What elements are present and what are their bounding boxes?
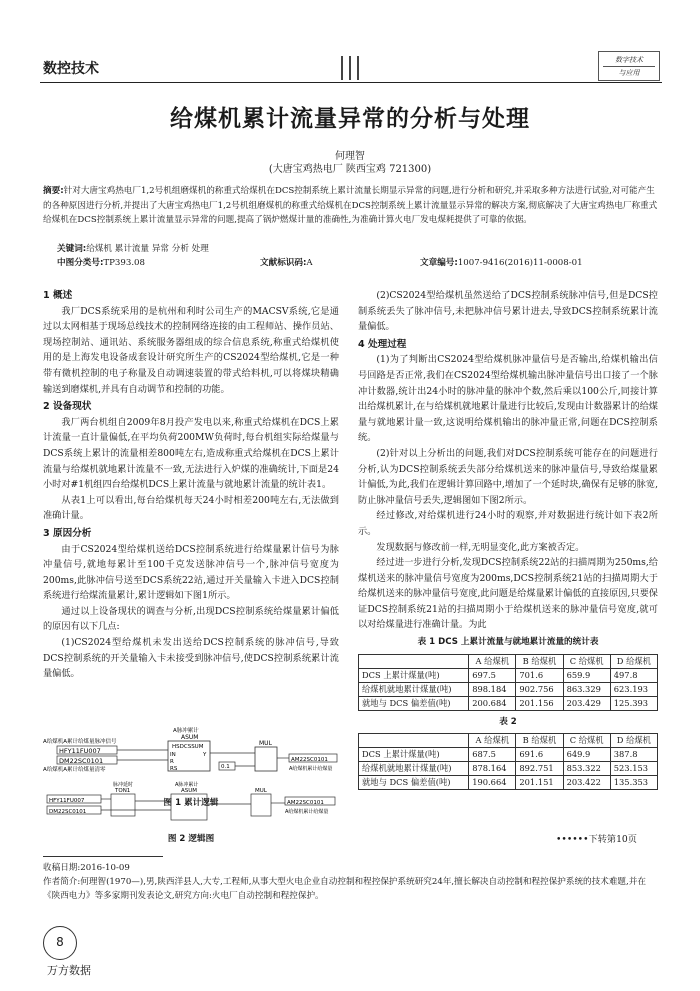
fig1-const: 0.1 [221, 764, 230, 770]
table-2-cell: 给煤机就地累计煤量(吨) [359, 762, 469, 776]
abstract-label: 摘要: [43, 186, 64, 196]
table-2 [358, 733, 658, 790]
abstract-text: 针对大唐宝鸡热电厂1,2号机组磨煤机的称重式给煤机在DCS控制系统上累计流量长期显示异常的问题,进行分析和研究,并采取多种方法进行试验,对可能产生的各种原因进行分析,并提出了大唐宝鸡热电厂1,2号机组磨煤机的称重式给煤机在DCS控制系统上累计流量显示异常的解决方案,彻底解决了大唐宝鸡热电厂称重式给煤机在DCS控制系统上累计流量显示异常的问题,提高了锅炉燃煤计量的准确性,为准确计算火电厂发电煤耗提供了可靠的依据。 [43, 186, 658, 225]
table-1-cell: 697.5 [469, 668, 516, 682]
fig1-in1-label: A给煤机A累计给煤量脉冲信号 [43, 739, 117, 745]
keywords [57, 242, 209, 254]
table-1-header-cell: A 给煤机 [469, 654, 516, 668]
artno-label: 文章编号: [420, 258, 458, 268]
table-2-cell: 649.9 [563, 748, 610, 762]
table-1-cell: 200.684 [469, 696, 516, 710]
table-2-cell: DCS 上累计煤量(吨) [359, 748, 469, 762]
header-bar [349, 56, 351, 80]
paragraph: (1)CS2024型给煤机未发出送给DCS控制系统的脉冲信号,导致DCS控制系统的开关量输入卡未接受到脉冲信号,使DCS控制系统累计流量偏低。 [43, 637, 339, 680]
table-1-cell: 497.8 [610, 668, 657, 682]
table-1-cell: 125.393 [610, 696, 657, 710]
fig2-in2-tag: DM22SC0101 [49, 809, 87, 815]
section-heading: 1 概述 [43, 290, 73, 301]
paragraph: 经过修改,对给煤机进行24小时的观察,并对数据进行统计如下表2所示。 [358, 510, 658, 537]
keywords-text: 给煤机 累计流量 异常 分析 处理 [86, 244, 209, 254]
table-1-cell: 623.193 [610, 682, 657, 696]
table-2-cell: 135.353 [610, 776, 657, 790]
table-2-caption: 表 2 [499, 716, 517, 727]
left-column [43, 288, 339, 682]
table-1 [358, 654, 658, 711]
article-number [420, 256, 583, 268]
clc-label: 中图分类号: [57, 258, 104, 268]
table-2-cell: 203.422 [563, 776, 610, 790]
table-1-cell: 701.6 [516, 668, 563, 682]
fig2-block-name: ASUM [181, 788, 198, 794]
right-column [358, 288, 658, 790]
fig1-mul-block [255, 747, 277, 771]
section-heading: 2 设备现状 [43, 401, 92, 413]
fig1-mul-name: MUL [259, 740, 272, 747]
table-2-header-cell [359, 734, 469, 748]
doccode-value: A [306, 258, 313, 268]
fig1-block-id: HSDCSSUM [172, 744, 204, 750]
fig2-mul-block [251, 794, 271, 816]
fig1-block-top: A脉冲累计 [173, 728, 199, 734]
fig1-pin-out: Y [203, 752, 207, 758]
table-1-cell: 给煤机就地累计煤量(吨) [359, 682, 469, 696]
fig1-out-label: A给煤机累计给煤量 [289, 766, 333, 772]
fig1-out-tag: AM22SC0101 [291, 757, 328, 763]
table-1-row [359, 682, 658, 696]
table-2-cell: 201.151 [516, 776, 563, 790]
table-1-cell: 898.184 [469, 682, 516, 696]
fig1-pin-in: IN [170, 752, 176, 758]
table-1-header-cell: D 给煤机 [610, 654, 657, 668]
table-2-cell: 878.164 [469, 762, 516, 776]
article-title: 给煤机累计流量异常的分析与处理 [170, 105, 530, 132]
table-1-cell: 就地与 DCS 偏差值(吨) [359, 696, 469, 710]
table-1-cell: 863.329 [563, 682, 610, 696]
section-heading: 4 处理过程 [358, 338, 407, 350]
fig1-in2-label: A给煤机A累计给煤量清零 [43, 767, 106, 773]
page-number: 8 [56, 935, 64, 949]
received-date: 收稿日期:2016-10-09 [43, 863, 130, 873]
artno-value: 1007-9416(2016)11-0008-01 [457, 258, 583, 268]
table-1-row [359, 696, 658, 710]
clc-value: TP393.08 [103, 258, 145, 268]
fig2-out-label: A给煤机累计给煤量 [285, 809, 329, 815]
fig1-pin-rs: RS [170, 766, 178, 772]
table-2-row [359, 776, 658, 790]
source-watermark: 万方数据 [47, 964, 91, 977]
table-1-row [359, 668, 658, 682]
table-1-header-cell: C 给煤机 [563, 654, 610, 668]
table-1-cell: 201.156 [516, 696, 563, 710]
footnote-rule [43, 856, 163, 857]
section-heading: 3 原因分析 [43, 527, 92, 539]
table-2-row [359, 748, 658, 762]
figure-1-caption: 图 1 累计逻辑 [163, 798, 219, 808]
table-2-header-cell: D 给煤机 [610, 734, 657, 748]
table-2-cell: 523.153 [610, 762, 657, 776]
table-1-cell: DCS 上累计煤量(吨) [359, 668, 469, 682]
page-number-badge [43, 926, 77, 960]
journal-logo [598, 51, 660, 81]
paragraph: 从表1上可以看出,每台给煤机每天24小时相差200吨左右,无法做到准确计量。 [43, 494, 339, 522]
paragraph: 我厂两台机组自2009年8月投产发电以来,称重式给煤机在DCS上累计流量一直计量偏低,在平均负荷200MW负荷时,每台机组实际给煤量与DCS系统上累计的流量相差800吨左右,造成称重式给煤机在DCS上累计流量与给煤机就地累计流量不一致,无法进行入炉煤的准确统计,下面是24小时对#1机组四台给煤机DCS上累计流量与就地累计流量的统计表1。 [43, 416, 339, 491]
clc-number [57, 256, 145, 268]
table-2-cell: 就地与 DCS 偏差值(吨) [359, 776, 469, 790]
fig2-block-top: A脉冲累计 [175, 782, 199, 788]
section-header: 数控技术 [43, 61, 99, 77]
table-2-header-cell: C 给煤机 [563, 734, 610, 748]
paragraph: 通过以上设备现状的调查与分析,出现DCS控制系统给煤量累计偏低的原因有以下几点: [43, 605, 339, 633]
author: 何理智 [335, 151, 365, 162]
table-1-caption: 表 1 DCS 上累计流量与就地累计流量的统计表 [417, 637, 599, 648]
logo-line-2: 与应用 [618, 69, 640, 77]
fig2-out-tag: AM22SC0101 [287, 800, 324, 806]
paragraph: (1)为了判断出CS2024型给煤机脉冲量信号是否输出,给煤机输出信号回路是否正常,我们在CS2024型给煤机输出脉冲量信号出口接了一个脉冲计数器,统计出24小时的脉冲量的脉冲个数,然后乘以100公斤,同接计算出给煤机累计,在与给煤机就地累计量进行比较后,发现由计数器累计的给煤量与就地累计量一致,这说明给煤机输出的脉冲量正常,问题在DCS控制系统。 [358, 354, 658, 444]
table-2-cell: 687.5 [469, 748, 516, 762]
table-1-header-cell: B 给煤机 [516, 654, 563, 668]
paragraph: 经过进一步进行分析,发现DCS控制系统22站的扫描周期为250ms,给煤机送来的脉冲量信号宽度为200ms,DCS控制系统21站的扫描周期大于给煤机送来的脉冲量信号宽度,此问题是给煤量累计偏低的直接原因,只要保证DCS控制系统21站的扫描周期小于给煤机送来的脉冲量信号宽度,就可以对给煤量进行准确计量。为此 [358, 557, 658, 631]
paragraph: 由于CS2024型给煤机送给DCS控制系统进行给煤量累计信号为脉冲量信号,就地每累计至100千克发送脉冲信号一个,脉冲信号宽度为200ms,此脉冲信号送至DCS系统22站,通过开关量输入卡进入DCS控制系统进行给煤流量累计,累计逻辑如下图1所示。 [43, 543, 339, 602]
fig1-block-name: ASUM [181, 734, 199, 741]
paragraph: (2)针对以上分析出的问题,我们对DCS控制系统可能存在的问题进行分析,认为DCS控制系统丢失部分给煤机送来的脉冲量信号,导致给煤量累计偏低,为此,我们在逻辑计算回路中,增加了一个延时块,确保有足够的脉宽,防止脉冲量信号丢失,逻辑图如下图2所示。 [358, 447, 658, 506]
figure-2-caption: 图 2 逻辑图 [167, 834, 215, 844]
bio-text: 何理智(1970—),男,陕西洋县人,大专,工程师,从事大型火电企业自动控制和程控保护系统研究24年,擅长解决自动控制和程控保护系统的技术难题,并在《陕西电力》等多家期刊发表论文,研究方向:火电厂自动控制和程控保护。 [43, 877, 646, 901]
table-1-cell: 203.429 [563, 696, 610, 710]
fig2-mul-name: MUL [255, 788, 267, 794]
header-bar [341, 56, 343, 80]
continued-note: ••••••下转第10页 [556, 834, 637, 845]
table-1-cell: 902.756 [516, 682, 563, 696]
fig2-ton-block [111, 794, 135, 816]
figure-2-logic [43, 779, 339, 829]
fig2-in1-tag: HFY11FU007 [49, 798, 85, 804]
fig2-ton-top: 脉冲延时 [113, 782, 134, 788]
table-1-cell: 659.9 [563, 668, 610, 682]
doccode-label: 文献标识码: [260, 258, 307, 268]
header-rule [40, 82, 662, 83]
header-bar [357, 56, 359, 80]
fig1-pin-r: R [170, 759, 174, 765]
paragraph: 我厂DCS系统采用的是杭州和利时公司生产的MACSV系统,它是通过以太网相基于现场总线技术的控制网络连接的由工程师站、操作员站、现场控制站、通讯站、系统服务器组成的综合信息系统,称重式给煤机使用的是上海发电设备成套设计研究所生产的CS2024型给煤机,它是一种带有微机控制的电子称量及自动调速装置的带式给料机,可以将煤块精确输送到磨煤机,并具有自动调节和控制的功能。 [43, 305, 339, 395]
affiliation: (大唐宝鸡热电厂 陕西宝鸡 721300) [268, 164, 432, 175]
table-2-header-cell: B 给煤机 [516, 734, 563, 748]
table-2-header-cell: A 给煤机 [469, 734, 516, 748]
fig1-in2-tag: DM22SC0101 [59, 757, 104, 765]
table-2-cell: 190.664 [469, 776, 516, 790]
paragraph: 发现数据与修改前一样,无明显变化,此方案被否定。 [376, 541, 585, 553]
table-2-row [359, 762, 658, 776]
document-code [260, 256, 313, 268]
table-2-cell: 691.6 [516, 748, 563, 762]
table-2-cell: 892.751 [516, 762, 563, 776]
logo-line-1: 数字技术 [615, 56, 643, 64]
fig2-ton-name: TON1 [115, 788, 131, 794]
paragraph: (2)CS2024型给煤机虽然送给了DCS控制系统脉冲信号,但是DCS控制系统丢失了脉冲信号,未把脉冲信号累计进去,导致DCS控制系统累计流量偏低。 [358, 290, 658, 333]
table-2-cell: 853.322 [563, 762, 610, 776]
keywords-label: 关键词: [57, 244, 87, 254]
bio-label: 作者简介: [43, 877, 81, 887]
fig2-sum-block [171, 794, 207, 820]
abstract [43, 184, 658, 228]
table-1-header-cell [359, 654, 469, 668]
author-bio [43, 875, 658, 903]
table-2-cell: 387.8 [610, 748, 657, 762]
fig1-in1-tag: HFY11FU007 [59, 747, 101, 755]
